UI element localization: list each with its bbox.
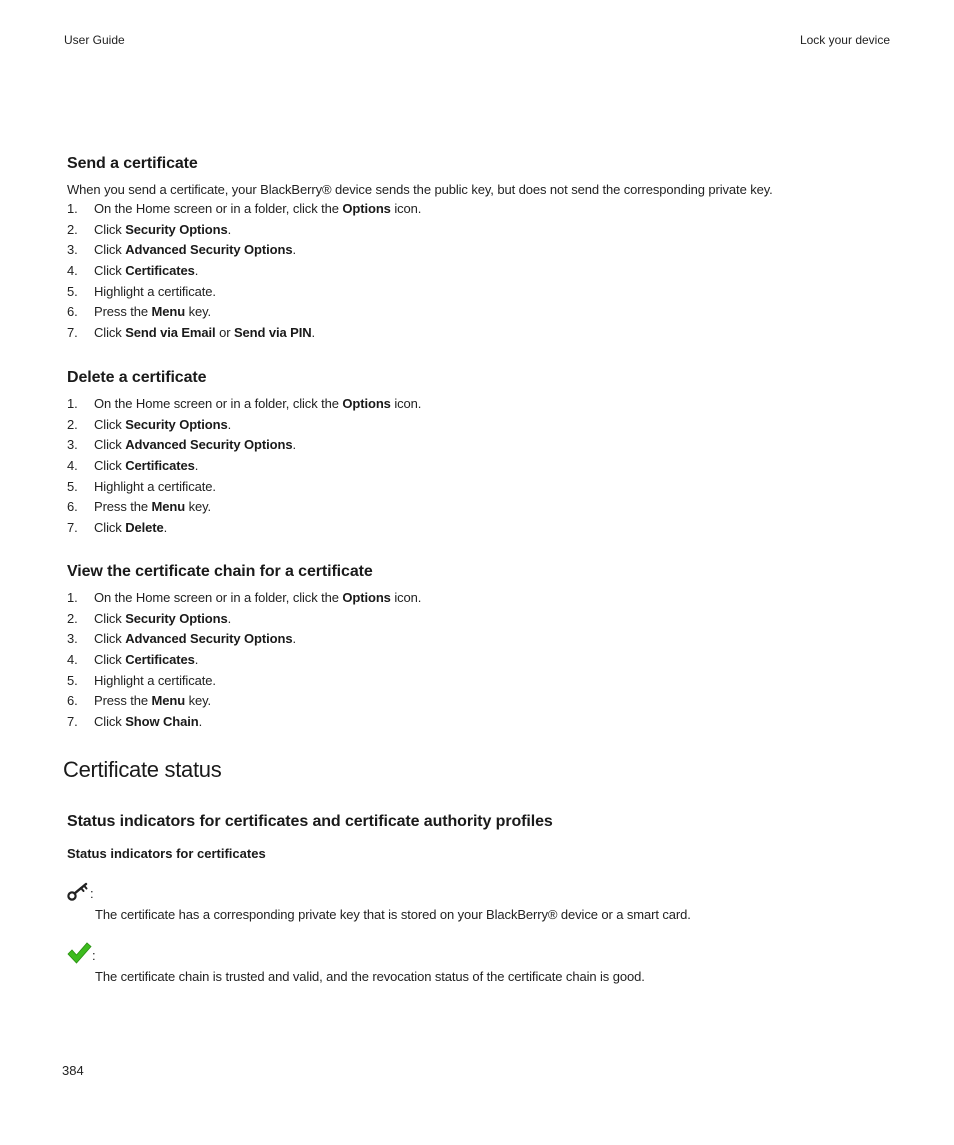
step-text: . <box>227 416 232 432</box>
key-icon <box>66 880 90 907</box>
step-ui-label: Options <box>342 201 391 216</box>
step-text: On the Home screen or in a folder, click the <box>94 201 343 216</box>
step-number: 3. <box>67 631 78 647</box>
send-certificate-steps <box>67 199 421 344</box>
step-item <box>67 302 421 323</box>
step-item <box>67 415 421 436</box>
step-item <box>67 456 421 477</box>
step-number: 2. <box>67 610 78 626</box>
step-text: Highlight a certificate. <box>94 283 216 299</box>
indicator-check <box>66 940 96 971</box>
step-ui-label: Security Options <box>125 221 228 237</box>
send-certificate-intro: When you send a certificate, your BlackBerry® device sends the public key, but does not send the corresponding private key. <box>67 182 773 197</box>
step-number: 7. <box>67 520 78 536</box>
step-number: 6. <box>67 499 78 515</box>
step-text: On the Home screen or in a folder, click the <box>94 396 343 411</box>
step-number: 3. <box>67 242 78 258</box>
view-chain-steps <box>67 588 421 733</box>
certificate-status-heading: Certificate status <box>63 757 222 782</box>
step-text: . <box>194 263 199 279</box>
step-text: Click <box>94 263 126 279</box>
step-number: 5. <box>67 672 78 688</box>
step-ui-label: Advanced Security Options <box>125 631 293 647</box>
status-indicators-heading: Status indicators for certificates and certificate authority profiles <box>67 813 553 830</box>
step-ui-label: Certificates <box>125 263 195 279</box>
step-item <box>67 394 421 415</box>
step-text: . <box>194 458 199 474</box>
step-item <box>67 477 421 498</box>
indicator-check-colon: : <box>92 948 96 963</box>
step-ui-label: Menu <box>151 693 186 709</box>
delete-certificate-steps <box>67 394 421 539</box>
step-text: . <box>198 714 203 730</box>
step-text: Click <box>94 242 126 258</box>
page-number: 384 <box>62 1063 84 1078</box>
step-item <box>67 609 421 630</box>
step-number: 6. <box>67 693 78 709</box>
step-number: 6. <box>67 304 78 320</box>
step-ui-label: Security Options <box>125 610 228 626</box>
indicator-key-description: The certificate has a corresponding private key that is stored on your BlackBerry® device or a smart card. <box>95 907 691 922</box>
step-text: . <box>227 610 232 626</box>
step-text: icon. <box>390 201 422 216</box>
step-text: Click <box>94 325 126 341</box>
step-text: Click <box>94 610 126 626</box>
step-item <box>67 282 421 303</box>
step-text: Click <box>94 652 126 668</box>
step-number: 5. <box>67 283 78 299</box>
step-text: Press the <box>94 304 152 320</box>
step-text: . <box>292 631 296 647</box>
status-indicators-minor-heading: Status indicators for certificates <box>67 846 266 861</box>
step-text: icon. <box>390 396 422 411</box>
step-ui-label: Options <box>342 590 391 605</box>
step-text: Click <box>94 221 126 237</box>
step-text: Press the <box>94 499 152 515</box>
indicator-key-colon: : <box>90 886 94 901</box>
step-text: key. <box>185 499 212 515</box>
step-number: 4. <box>67 263 78 279</box>
step-text: Click <box>94 631 126 647</box>
step-text: . <box>163 520 168 536</box>
delete-certificate-heading: Delete a certificate <box>67 369 207 386</box>
step-ui-label: Menu <box>151 499 186 515</box>
step-number: 2. <box>67 221 78 237</box>
step-text: key. <box>185 693 212 709</box>
step-item <box>67 518 421 539</box>
step-number: 5. <box>67 478 78 494</box>
step-ui-label: Send via Email <box>125 325 216 341</box>
step-item <box>67 240 421 261</box>
indicator-check-description: The certificate chain is trusted and valid, and the revocation status of the certificate chain is good. <box>95 969 645 984</box>
step-ui-label: Menu <box>151 304 186 320</box>
step-text: icon. <box>390 590 422 605</box>
step-text: Click <box>94 520 126 536</box>
step-number: 2. <box>67 416 78 432</box>
step-item <box>67 435 421 456</box>
step-text: Highlight a certificate. <box>94 478 216 494</box>
checkmark-icon <box>66 940 92 971</box>
step-text: or <box>215 325 234 341</box>
step-text: Click <box>94 714 126 730</box>
step-number: 7. <box>67 325 78 341</box>
step-number: 1. <box>67 396 78 411</box>
step-text: Click <box>94 458 126 474</box>
step-item <box>67 497 421 518</box>
step-item <box>67 199 421 220</box>
step-item <box>67 588 421 609</box>
step-ui-label: Options <box>342 396 391 411</box>
step-item <box>67 261 421 282</box>
step-item <box>67 712 421 733</box>
step-item <box>67 323 421 344</box>
running-header-right: Lock your device <box>799 33 890 47</box>
step-ui-label: Certificates <box>125 458 195 474</box>
step-ui-label: Security Options <box>125 416 228 432</box>
step-text: Click <box>94 437 126 453</box>
view-chain-heading: View the certificate chain for a certificate <box>67 563 373 580</box>
step-item <box>67 629 421 650</box>
step-text: . <box>227 221 232 237</box>
running-header-left: User Guide <box>64 33 125 47</box>
step-text: . <box>311 325 316 341</box>
step-number: 3. <box>67 437 78 453</box>
step-ui-label: Show Chain <box>125 714 199 730</box>
send-certificate-heading: Send a certificate <box>67 155 198 172</box>
step-text: . <box>292 437 296 453</box>
step-item <box>67 691 421 712</box>
step-text: On the Home screen or in a folder, click the <box>94 590 343 605</box>
step-number: 4. <box>67 652 78 668</box>
step-ui-label: Advanced Security Options <box>125 437 293 453</box>
step-item <box>67 220 421 241</box>
step-ui-label: Delete <box>125 520 164 536</box>
step-ui-label: Advanced Security Options <box>125 242 293 258</box>
indicator-key <box>66 880 94 907</box>
step-number: 1. <box>67 201 78 216</box>
step-text: . <box>194 652 199 668</box>
step-text: Highlight a certificate. <box>94 672 216 688</box>
step-number: 4. <box>67 458 78 474</box>
step-text: . <box>292 242 296 258</box>
step-ui-label: Certificates <box>125 652 195 668</box>
step-item <box>67 671 421 692</box>
step-item <box>67 650 421 671</box>
step-text: key. <box>185 304 212 320</box>
step-ui-label: Send via PIN <box>233 325 312 341</box>
step-number: 1. <box>67 590 78 605</box>
step-text: Press the <box>94 693 152 709</box>
step-number: 7. <box>67 714 78 730</box>
step-text: Click <box>94 416 126 432</box>
